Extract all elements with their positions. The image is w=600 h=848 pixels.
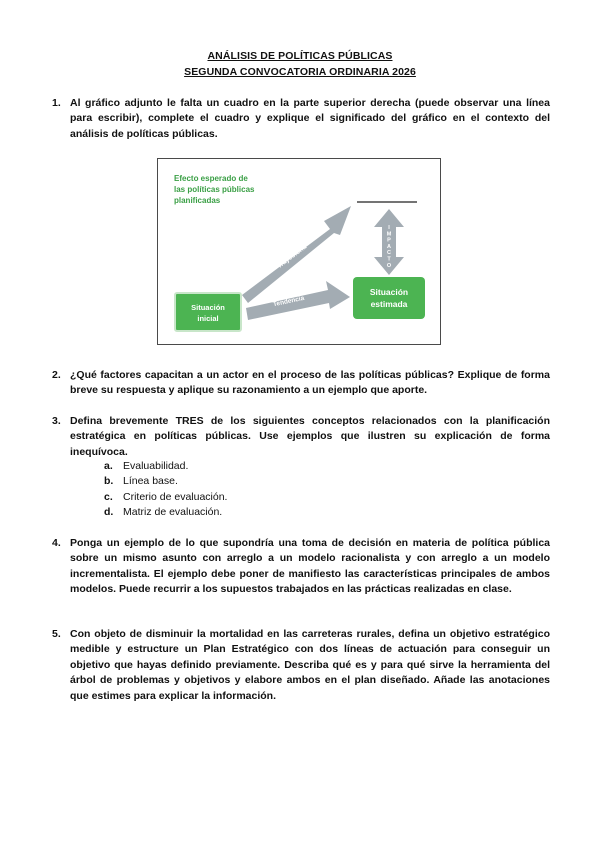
question-2	[52, 368, 550, 399]
policy-impact-diagram	[157, 158, 441, 345]
impact-letter: P	[387, 237, 391, 244]
question-number: 2.	[52, 369, 61, 381]
estimated-situation-line-1: Situación	[369, 287, 409, 297]
concept-letter: d.	[104, 506, 114, 519]
impact-letter: C	[387, 250, 391, 257]
document-title: ANÁLISIS DE POLÍTICAS PÚBLICAS	[207, 50, 393, 62]
estimated-situation-box	[353, 277, 425, 319]
trajectory-label: Trayectoria	[276, 243, 309, 271]
question-3	[52, 414, 550, 460]
expected-effect-line-2: las políticas públicas	[174, 185, 255, 194]
question-number: 5.	[52, 628, 61, 640]
concept-item	[104, 459, 227, 474]
impact-letter: I	[388, 225, 390, 231]
initial-situation-line-1: Situación	[191, 303, 225, 312]
question-text: Al gráfico adjunto le falta un cuadro en la parte superior derecha (puede observar una línea para escribir), complete el cuadro y explique el significado del gráfico en el contexto del análisis de políticas públicas.	[70, 97, 550, 140]
impact-letter: O	[386, 262, 392, 269]
impact-letter: T	[387, 256, 391, 263]
question-text: Ponga un ejemplo de lo que supondría una toma de decisión en materia de política pública sobre un mismo asunto con arreglo a un modelo racionalista y con arreglo a un modelo incrementalista. El ejemplo debe poner de manifiesto las características principales de ambos modelos. Puede recurrir a los supuestos trabajados en las prácticas realizadas en clase.	[70, 537, 550, 596]
question-1	[52, 96, 550, 142]
concept-text: Criterio de evaluación.	[123, 490, 228, 503]
initial-situation-box	[175, 293, 241, 331]
initial-situation-line-2: inicial	[197, 314, 219, 323]
question-text: ¿Qué factores capacitan a un actor en el proceso de las políticas públicas? Explique de forma breve su respuesta y aplique su razonamiento a un ejemplo que aporte.	[70, 369, 550, 397]
concept-text: Evaluabilidad.	[123, 460, 189, 472]
concept-letter: c.	[104, 490, 113, 503]
concept-letter: b.	[104, 475, 114, 488]
concept-item	[104, 474, 227, 489]
impact-letter: M	[386, 231, 392, 238]
concept-text: Matriz de evaluación.	[123, 506, 223, 519]
document-subtitle: SEGUNDA CONVOCATORIA ORDINARIA 2026	[184, 66, 416, 78]
impact-letter: A	[387, 243, 391, 250]
question-number: 4.	[52, 537, 61, 549]
question-number: 3.	[52, 415, 61, 427]
trend-label: Tendencia	[272, 294, 305, 309]
question-text: Con objeto de disminuir la mortalidad en las carreteras rurales, defina un objetivo estratégico medible y estructure un Plan Estratégico con dos líneas de actuación para conseguir un objetivo que hayas definido previamente. Describa qué es y para qué sirve la herramienta del árbol de problemas y objetivos y elabore ambos en el plan diseñado. Añade las anotaciones que estimes para explicar la información.	[70, 628, 550, 702]
question-5	[52, 627, 550, 704]
concept-item	[104, 490, 227, 505]
estimated-situation-line-2: estimada	[370, 299, 408, 309]
question-number: 1.	[52, 97, 61, 109]
concept-list	[104, 459, 227, 521]
question-text: Defina brevemente TRES de los siguientes conceptos relacionados con la planificación estratégica en políticas públicas. Use ejemplos que ilustren su explicación de forma inequívoca.	[70, 415, 550, 458]
diagram-canvas	[158, 159, 442, 346]
expected-effect-line-1: Efecto esperado de	[174, 174, 248, 183]
concept-letter: a.	[104, 460, 113, 472]
concept-item	[104, 505, 227, 520]
expected-effect-line-3: planificadas	[174, 196, 221, 205]
concept-text: Línea base.	[123, 475, 178, 488]
question-4	[52, 536, 550, 598]
